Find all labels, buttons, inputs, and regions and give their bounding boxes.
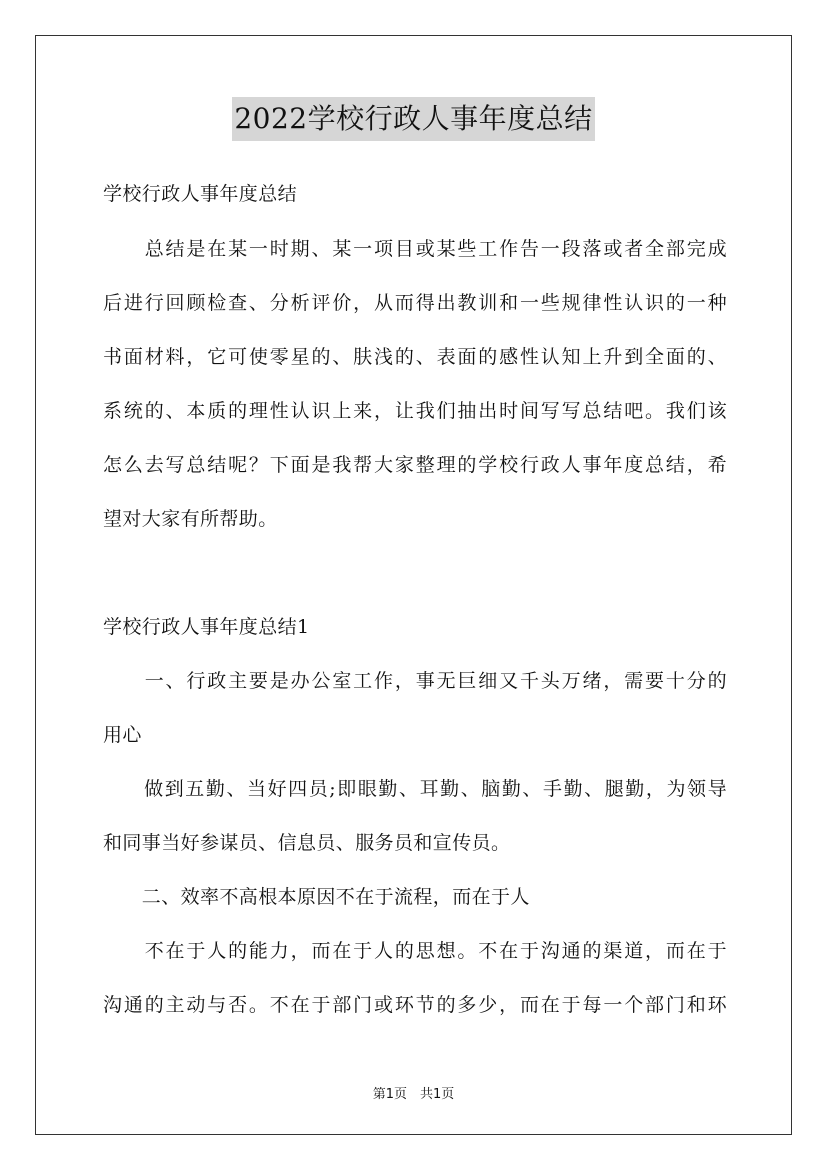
body-line-5: 怎么去写总结呢？下面是我帮大家整理的学校行政人事年度总结，希 xyxy=(103,454,727,476)
body-line-12: 不在于人的能力，而在于人的思想。不在于沟通的渠道，而在于 xyxy=(103,940,727,962)
body-line-11: 二、效率不高根本原因不在于流程，而在于人 xyxy=(103,886,530,908)
document-title: 2022学校行政人事年度总结 xyxy=(232,97,594,141)
body-line-7: 一、行政主要是办公室工作，事无巨细又千头万绪，需要十分的 xyxy=(103,670,727,692)
body-line-1: 总结是在某一时期、某一项目或某些工作告一段落或者全部完成 xyxy=(103,238,727,260)
subtitle-line: 学校行政人事年度总结 xyxy=(103,183,298,205)
body-line-9: 做到五勤、当好四员;即眼勤、耳勤、脑勤、手勤、腿勤，为领导 xyxy=(103,778,727,800)
body-line-6: 望对大家有所帮助。 xyxy=(103,508,278,530)
section-heading-1: 学校行政人事年度总结1 xyxy=(103,616,310,638)
body-line-13: 沟通的主动与否。不在于部门或环节的多少，而在于每一个部门和环 xyxy=(103,994,727,1016)
page-footer: 第1页 共1页 xyxy=(372,1087,455,1102)
body-line-10: 和同事当好参谋员、信息员、服务员和宣传员。 xyxy=(103,832,511,854)
body-line-4: 系统的、本质的理性认识上来，让我们抽出时间写写总结吧。我们该 xyxy=(103,400,727,422)
body-line-8: 用心 xyxy=(103,724,142,746)
body-line-3: 书面材料，它可使零星的、肤浅的、表面的感性认知上升到全面的、 xyxy=(103,346,727,368)
title-container xyxy=(0,97,827,141)
body-line-2: 后进行回顾检查、分析评价，从而得出教训和一些规律性认识的一种 xyxy=(103,292,727,314)
